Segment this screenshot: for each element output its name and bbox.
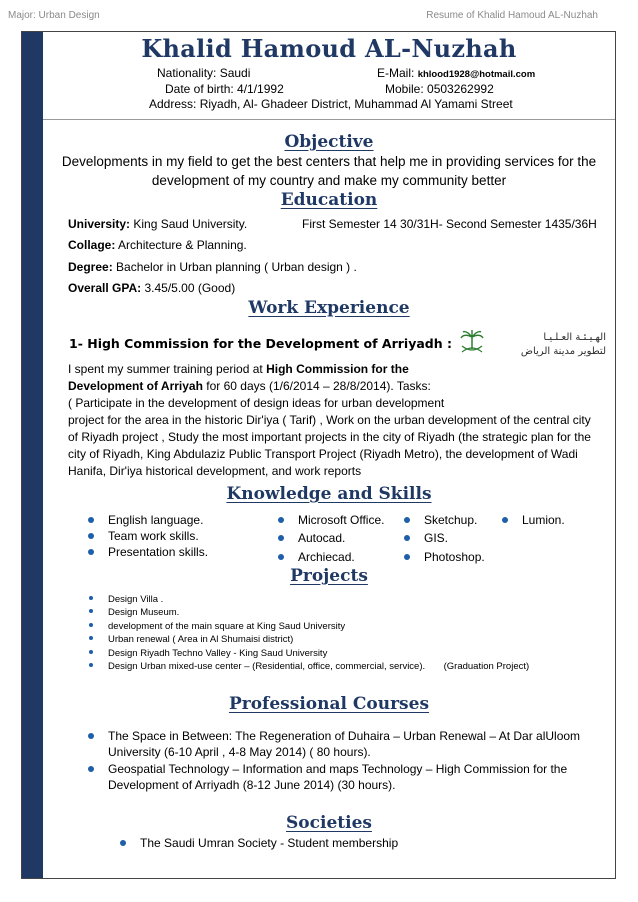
bullet-icon bbox=[89, 609, 93, 613]
address: Address: Riyadh, Al- Ghadeer District, Muhammad Al Yamami Street bbox=[149, 97, 513, 111]
work-line-4: project for the area in the historic Dir'iya ( Tarif) , Work on the urban development of the central city bbox=[68, 413, 591, 427]
courses-title: Professional Courses bbox=[228, 694, 430, 714]
page-header-right: Resume of Khalid Hamoud AL-Nuzhah bbox=[426, 10, 598, 21]
commission-logo bbox=[460, 327, 610, 359]
degree: Degree: Bachelor in Urban planning ( Urban design ) . bbox=[68, 260, 357, 274]
skills-title: Knowledge and Skills bbox=[226, 484, 432, 504]
work-line-5: of Riyadh project , Study the most important projects in the city of Riyadh (the strategic plan for the bbox=[68, 430, 591, 444]
side-accent-bar bbox=[22, 32, 43, 878]
semesters: First Semester 14 30/31H- Second Semester 1435/36H bbox=[302, 217, 597, 231]
course-item: The Space in Between: The Regeneration of Duhaira – Urban Renewal – At Dar alUloom bbox=[88, 729, 580, 743]
objective-line-2: development of my country and make my community better bbox=[151, 173, 507, 188]
job-heading: 1- High Commission for the Development of Arriyadh : bbox=[69, 336, 453, 351]
societies-title: Societies bbox=[286, 813, 372, 833]
logo-line-1: الهـيـئـة العـلـيـا bbox=[543, 332, 606, 343]
society-item: The Saudi Umran Society - Student membership bbox=[120, 836, 398, 850]
bullet-icon bbox=[89, 663, 93, 667]
bullet-icon bbox=[88, 533, 94, 539]
project-item: Design Urban mixed-use center – (Residential, office, commercial, service). (Graduation Project) bbox=[89, 661, 529, 672]
skill-item: Autocad. bbox=[278, 531, 345, 545]
skill-item: Microsoft Office. bbox=[278, 513, 384, 527]
divider bbox=[43, 119, 615, 120]
objective-line-1: Developments in my field to get the best centers that help me in providing services for the bbox=[61, 154, 597, 169]
skill-item: Lumion. bbox=[502, 513, 565, 527]
course-item-cont: Development of Arriyadh (8-12 June 2014) (30 hours). bbox=[108, 778, 396, 792]
resume-content bbox=[43, 32, 615, 878]
email bbox=[377, 66, 535, 80]
email-value: khlood1928@hotmail.com bbox=[417, 69, 536, 80]
email-label: E-Mail: bbox=[377, 66, 415, 80]
bullet-icon bbox=[278, 517, 284, 523]
work-line-2: Development of Arriyah for 60 days (1/6/2014 – 28/8/2014). Tasks: bbox=[68, 379, 431, 393]
work-experience-title: Work Experience bbox=[248, 298, 410, 318]
bullet-icon bbox=[404, 517, 410, 523]
date-of-birth: Date of birth: 4/1/1992 bbox=[165, 82, 284, 96]
work-line-3: ( Participate in the development of design ideas for urban development bbox=[68, 396, 445, 410]
education-title: Education bbox=[280, 190, 378, 210]
project-item: Urban renewal ( Area in Al Shumaisi district) bbox=[89, 634, 293, 645]
project-item: development of the main square at King Saud University bbox=[89, 621, 345, 632]
palm-swords-icon bbox=[460, 327, 610, 359]
course-item: Geospatial Technology – Information and maps Technology – High Commission for the bbox=[88, 762, 567, 776]
skill-item: Presentation skills. bbox=[88, 545, 208, 559]
bullet-icon bbox=[89, 636, 93, 640]
project-item: Design Riyadh Techno Valley - King Saud University bbox=[89, 648, 327, 659]
university: University: King Saud University. bbox=[68, 217, 248, 231]
work-line-7: Hanifa, Dir'iya historical development, and work reports bbox=[68, 464, 362, 478]
projects-title: Projects bbox=[290, 566, 368, 586]
course-item-cont: University (6-10 April , 4-8 May 2014) ( 80 hours). bbox=[108, 745, 371, 759]
bullet-icon bbox=[404, 535, 410, 541]
logo-line-2: لتطوير مدينة الرياض bbox=[520, 346, 606, 357]
resume-name: Khalid Hamoud AL-Nuzhah bbox=[141, 34, 517, 63]
bullet-icon bbox=[278, 554, 284, 560]
bullet-icon bbox=[278, 535, 284, 541]
skill-item: Team work skills. bbox=[88, 529, 199, 543]
objective-title: Objective bbox=[284, 132, 374, 152]
bullet-icon bbox=[88, 766, 94, 772]
bullet-icon bbox=[88, 517, 94, 523]
work-line-1: I spent my summer training period at High Commission for the bbox=[68, 362, 409, 376]
bullet-icon bbox=[89, 650, 93, 654]
bullet-icon bbox=[88, 549, 94, 555]
mobile: Mobile: 0503262992 bbox=[385, 82, 494, 96]
project-item: Design Villa . bbox=[89, 594, 163, 605]
bullet-icon bbox=[88, 733, 94, 739]
skill-item: English language. bbox=[88, 513, 203, 527]
skill-item: GIS. bbox=[404, 531, 448, 545]
skill-item: Photoshop. bbox=[404, 550, 485, 564]
work-line-6: city of Riyadh, King Abdulaziz Public Transport Project (Riyadh Metro), the development of Wadi bbox=[68, 447, 578, 461]
nationality: Nationality: Saudi bbox=[157, 66, 251, 80]
gpa: Overall GPA: 3.45/5.00 (Good) bbox=[68, 281, 236, 295]
bullet-icon bbox=[89, 596, 93, 600]
college: Collage: Architecture & Planning. bbox=[68, 238, 247, 252]
skill-item: Sketchup. bbox=[404, 513, 477, 527]
skill-item: Archiecad. bbox=[278, 550, 355, 564]
bullet-icon bbox=[89, 623, 93, 627]
bullet-icon bbox=[120, 840, 126, 846]
bullet-icon bbox=[502, 517, 508, 523]
bullet-icon bbox=[404, 554, 410, 560]
project-item: Design Museum. bbox=[89, 607, 179, 618]
page-header-left: Major: Urban Design bbox=[8, 10, 100, 21]
